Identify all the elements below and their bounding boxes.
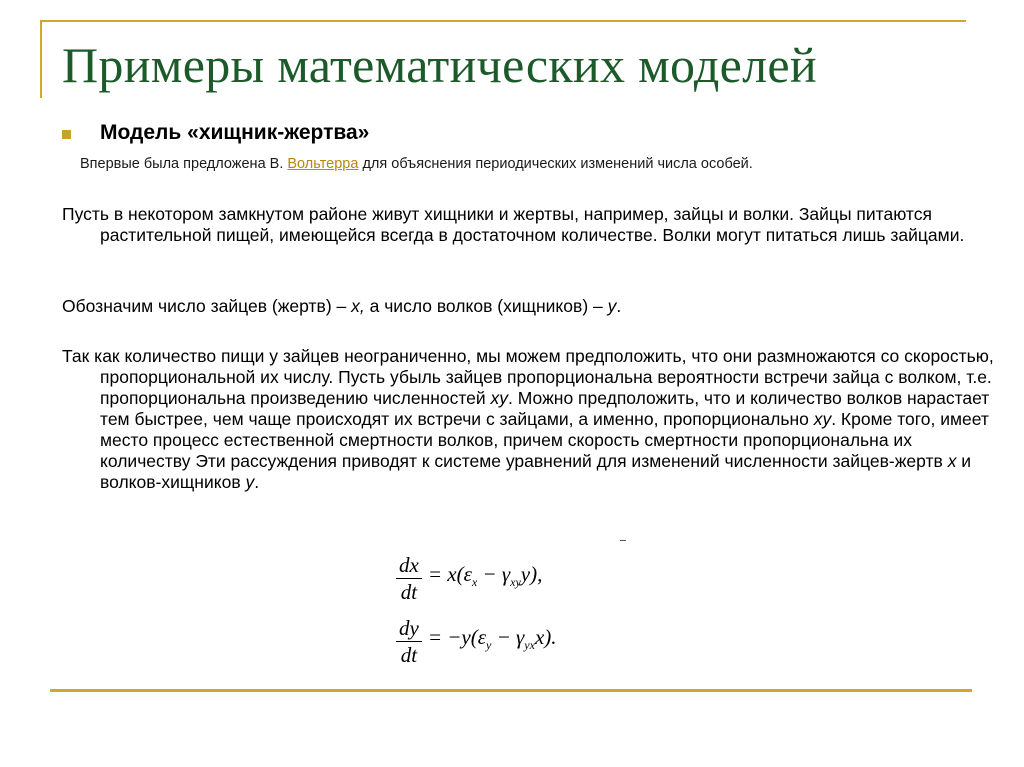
equation-predator xyxy=(396,615,557,668)
rhs-sub-1: x xyxy=(471,575,478,590)
volterra-link[interactable]: Вольтерра xyxy=(287,156,359,172)
model-x: x xyxy=(947,451,957,471)
equation-rhs xyxy=(428,624,557,658)
bullet-square-icon xyxy=(62,130,71,139)
paragraph-model xyxy=(62,346,1000,493)
fraction-denominator: dt xyxy=(400,580,418,604)
note-prefix: Впервые была предложена В. xyxy=(80,156,288,172)
fraction-numerator: dy xyxy=(399,616,419,640)
rhs-part-c: x). xyxy=(534,625,557,650)
fraction-numerator: dx xyxy=(399,553,419,577)
notation-x: x, xyxy=(351,296,365,316)
equation-prey xyxy=(396,552,542,605)
slide-subtitle: Модель «хищник-жертва» xyxy=(100,121,370,144)
model-text-a: Так как количество пищи у зайцев неограниченно, мы можем предположить, что они размножаются со скоростью, пропорциональной их числу. Пусть убыль зайцев пропорциональна вероятности встречи зайца с волком, т.е. пропорциональна произведению численностей xyxy=(62,346,994,408)
notation-text-a: Обозначим число зайцев (жертв) – xyxy=(62,296,352,316)
fraction-dx-dt xyxy=(396,552,422,605)
model-y: y xyxy=(245,472,255,492)
rhs-sub-2: xy xyxy=(510,575,521,590)
fraction-dy-dt xyxy=(396,615,422,668)
model-text-c: . Кроме того, имеет место процесс естественной смертности волков, причем скорость смертности пропорциональна их количеству Эти рассуждения приводят к системе уравнений для изменений численности зайцев-жертв xyxy=(100,409,989,471)
model-xy-2: xy xyxy=(813,409,832,429)
paragraph-intro: Пусть в некотором замкнутом районе живут хищники и жертвы, например, зайцы и волки. Зайцы питаются растительной пищей, имеющейся всегда в достаточном количестве. Волки могут питаться лишь зайцами. xyxy=(62,204,965,245)
rhs-sub-1: y xyxy=(486,638,492,653)
paragraph-notation xyxy=(62,296,1000,317)
history-note xyxy=(80,156,753,172)
stray-mark xyxy=(620,540,626,541)
rhs-part-b: − γ xyxy=(491,625,525,650)
fraction-denominator: dt xyxy=(400,643,418,667)
frame-bottom-rule xyxy=(50,689,972,692)
rhs-part-a: = x(ε xyxy=(427,562,472,587)
note-suffix: для объяснения периодических изменений числа особей. xyxy=(358,156,753,172)
rhs-sub-2: yx xyxy=(524,638,535,653)
model-text-d: и волков-хищников xyxy=(100,451,972,492)
notation-text-c: . xyxy=(616,296,622,316)
model-text-e: . xyxy=(254,472,260,492)
notation-text-b: а число волков (хищников) – xyxy=(364,296,608,316)
rhs-part-a: = −y(ε xyxy=(427,625,487,650)
notation-y: y xyxy=(607,296,617,316)
slide-title: Примеры математических моделей xyxy=(62,37,817,93)
model-text-b: . Можно предположить, что и количество волков нарастает тем быстрее, чем чаще происходят их встречи с зайцами, а именно, пропорционально xyxy=(100,388,990,429)
frame-top-rule xyxy=(40,20,966,22)
rhs-part-b: − γ xyxy=(477,562,511,587)
model-xy-1: xy xyxy=(490,388,509,408)
equation-rhs xyxy=(428,561,543,595)
frame-left-rule xyxy=(40,20,42,98)
rhs-part-c: y), xyxy=(520,562,543,587)
